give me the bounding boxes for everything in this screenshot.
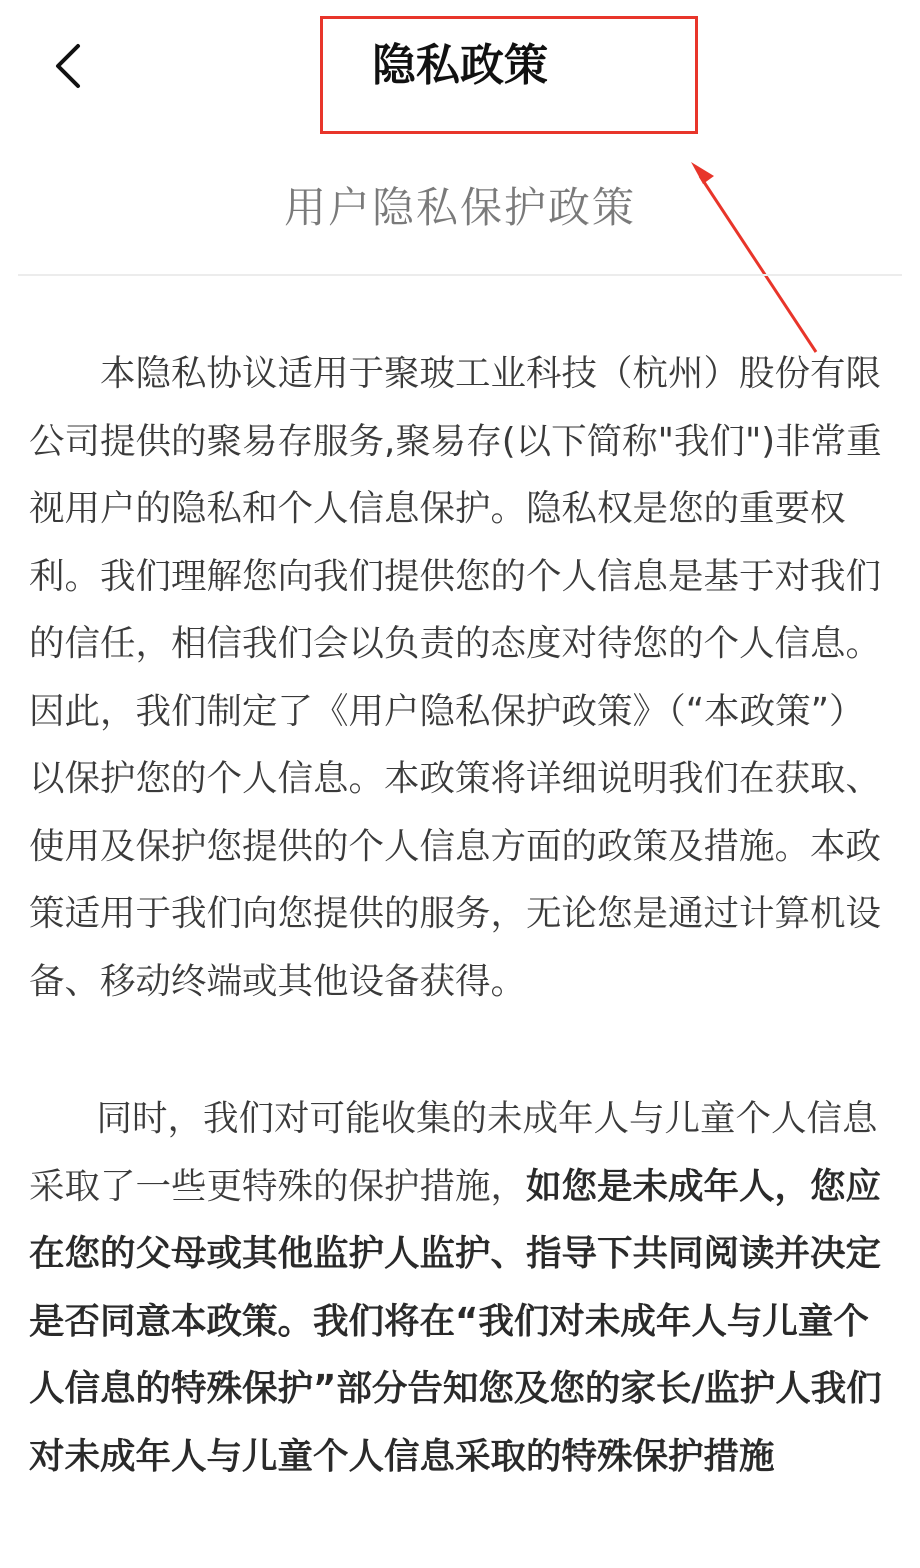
document-title: 用户隐私保护政策 (283, 183, 636, 232)
minors-text: 同时，我们对可能收集的未成年人与儿童个人信息采取了一些更特殊的保护措施， (29, 1098, 878, 1207)
minors-bold-text: 如您是未成年人，您应在您的父母或其他监护人监护、指导下共同阅读并决定是否同意本政策。我们将在“我们对未成年人与儿童个人信息的特殊保护”部分告知您及您的家长/监护人我们对未成年人与儿童个人信息采取的特殊保护措施 (29, 1165, 882, 1477)
page-title: 隐私政策 (372, 40, 548, 91)
title-divider (18, 274, 902, 276)
chevron-left-icon (42, 34, 102, 98)
policy-content (29, 340, 891, 1490)
back-button[interactable] (42, 34, 102, 98)
policy-paragraph-minors (29, 1085, 891, 1490)
annotation-highlight-box (320, 16, 698, 134)
policy-paragraph-intro: 本隐私协议适用于聚玻工业科技（杭州）股份有限公司提供的聚易存服务,聚易存(以下简称"我们")非常重视用户的隐私和个人信息保护。隐私权是您的重要权利。我们理解您向我们提供您的个人信息是基于对我们的信任，相信我们会以负责的态度对待您的个人信息。因此，我们制定了《用户隐私保护政策》（“本政策”）以保护您的个人信息。本政策将详细说明我们在获取、使用及保护您提供的个人信息方面的政策及措施。本政策适用于我们向您提供的服务，无论您是通过计算机设备、移动终端或其他设备获得。 (29, 353, 882, 1002)
